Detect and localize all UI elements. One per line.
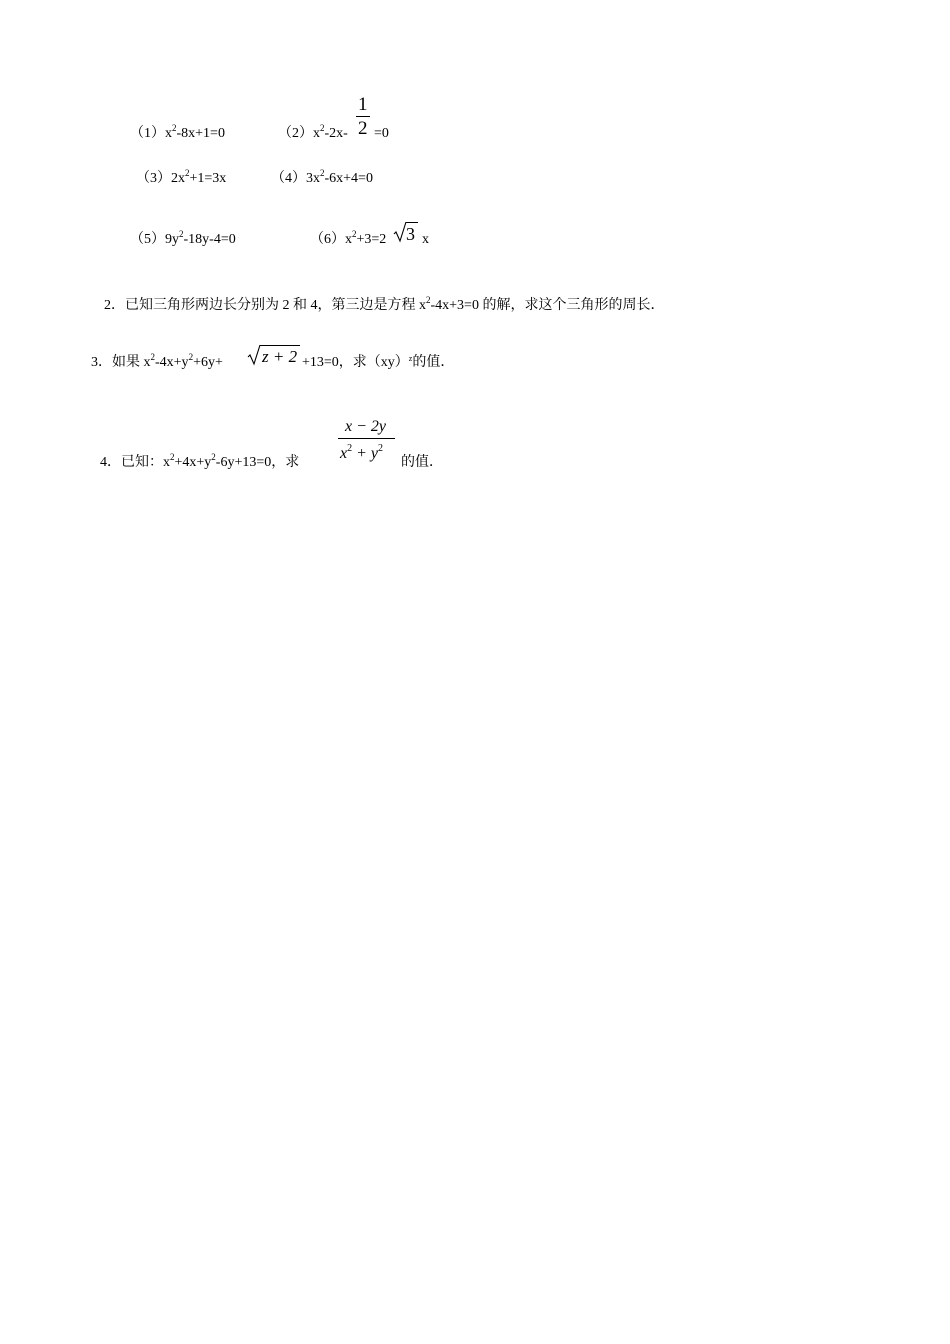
sqrt-symbol	[393, 221, 407, 243]
problem-3-tail: +13=0，求（xy）$^z$的值．	[302, 354, 455, 370]
fraction-bar	[338, 438, 395, 439]
sqrt-bar	[406, 222, 418, 223]
fraction-half-bar	[356, 116, 370, 117]
problem-1-6-suffix: x	[422, 232, 429, 247]
problem-1-4: $(4)3x^2-6x+4=0$	[271, 168, 373, 186]
sqrt-symbol-2	[247, 344, 261, 366]
problem-1-5: $(5)9y^2-18y-4=0$	[130, 229, 236, 247]
fraction-denominator: $x^2 + y^2$	[340, 443, 384, 462]
fraction-half-numerator: 1	[358, 94, 368, 115]
sqrt-radicand-2: z + 2	[262, 347, 298, 366]
problem-1-6: $(6)x^2+3=2$	[310, 229, 387, 247]
problem-1-2-suffix: =0	[374, 126, 389, 141]
problem-4-lead: 4．已知：$x^2+4x+y^2-6y+13=0$，求	[100, 452, 300, 470]
sqrt-bar-2	[260, 345, 300, 346]
problem-1-3: $(3)2x^2+1=3x$	[136, 168, 227, 186]
fraction-half-denominator: 2	[358, 118, 368, 139]
sqrt-radicand: 3	[406, 224, 415, 244]
problem-1-1: $(1)x^2-8x+1=0$	[130, 123, 225, 141]
problem-3-lead: 3．如果 $x^2-4x+y^2+6y+$	[91, 352, 223, 370]
problem-2: 2．已知三角形两边长分别为 2 和 4，第三边是方程 $x^2-4x+3=0$ 的解，求这个三角形的周长．	[104, 295, 665, 313]
problem-4-suffix: 的值．	[401, 455, 443, 470]
problem-1-2: $(2)x^2-2x-$	[278, 123, 348, 141]
fraction-numerator: x − 2y	[345, 418, 386, 435]
